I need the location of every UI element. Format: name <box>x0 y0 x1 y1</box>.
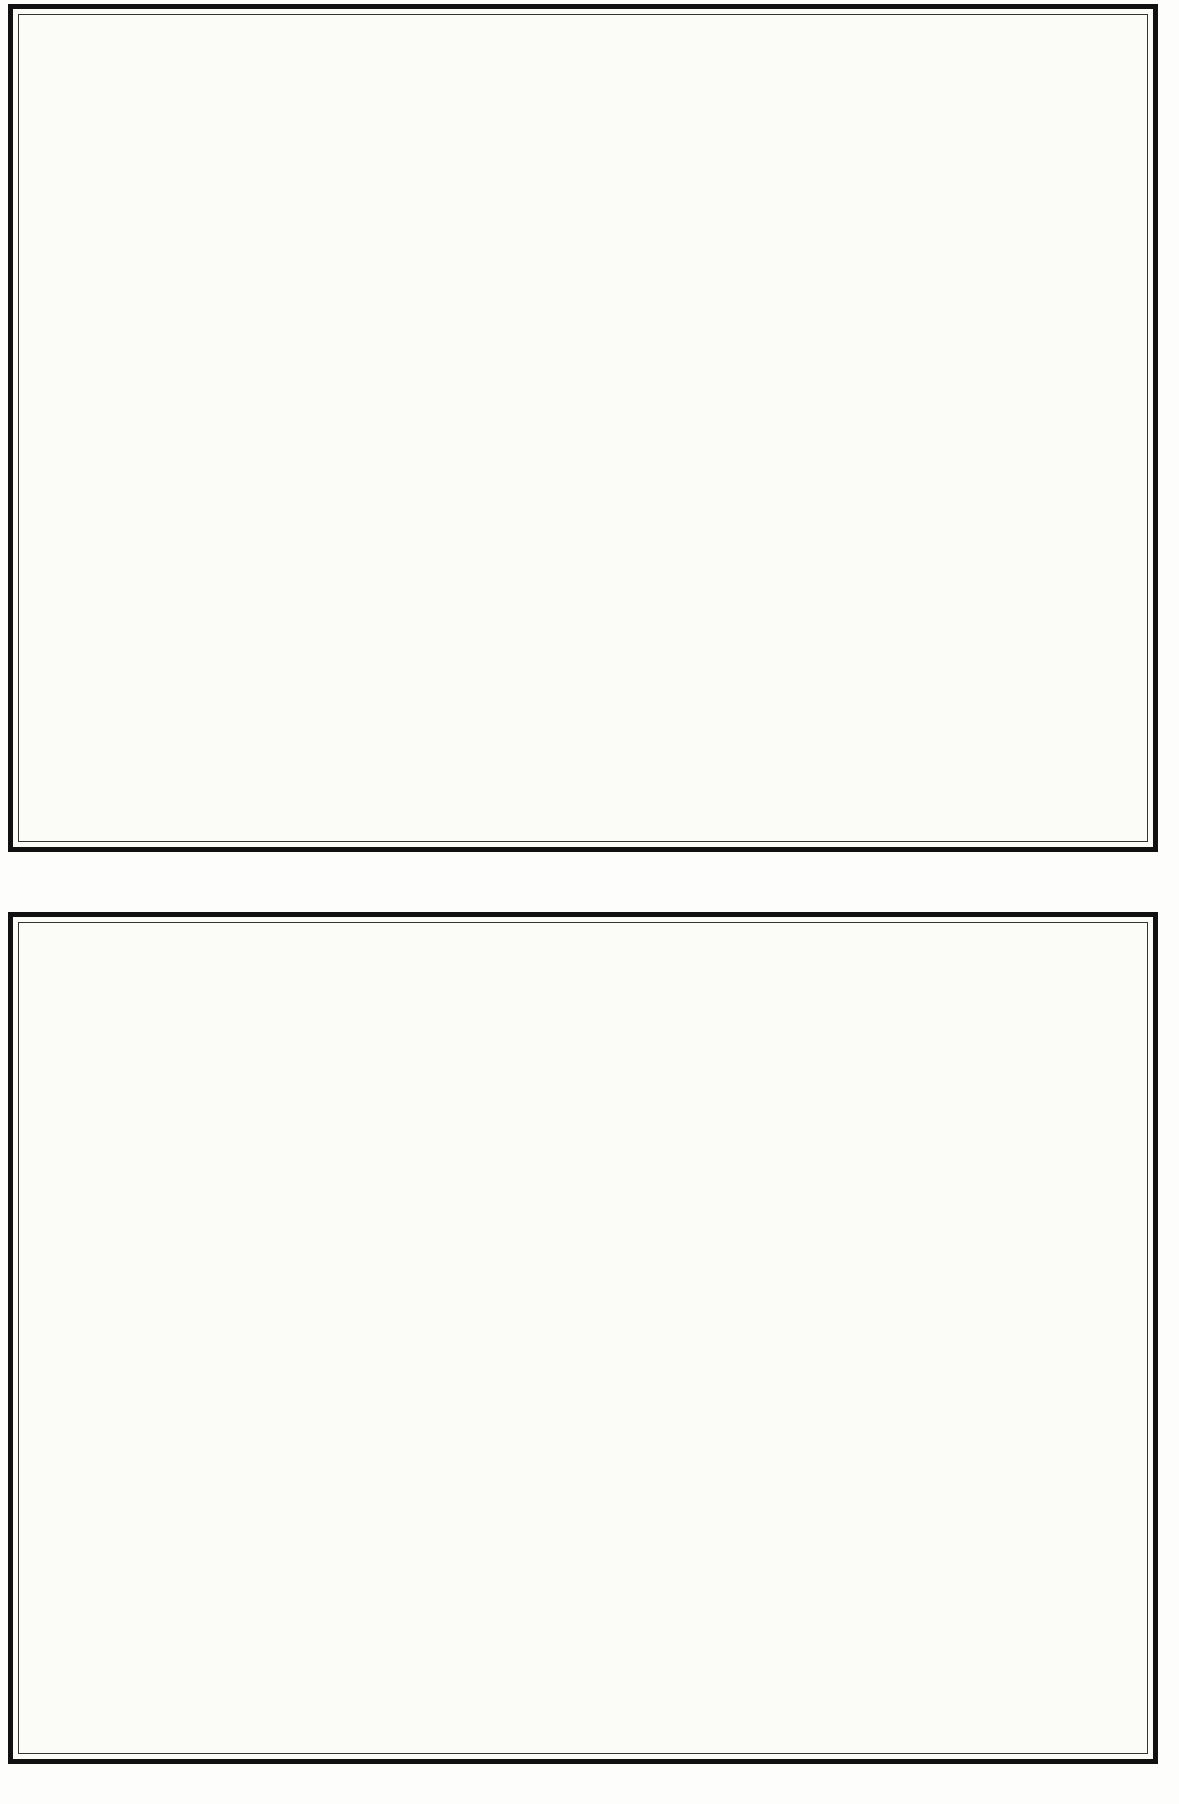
top-page-frame <box>8 4 1158 852</box>
bottom-text-columns <box>21 925 1145 1751</box>
bottom-page-frame <box>8 912 1158 1764</box>
top-text-columns <box>21 17 1145 839</box>
